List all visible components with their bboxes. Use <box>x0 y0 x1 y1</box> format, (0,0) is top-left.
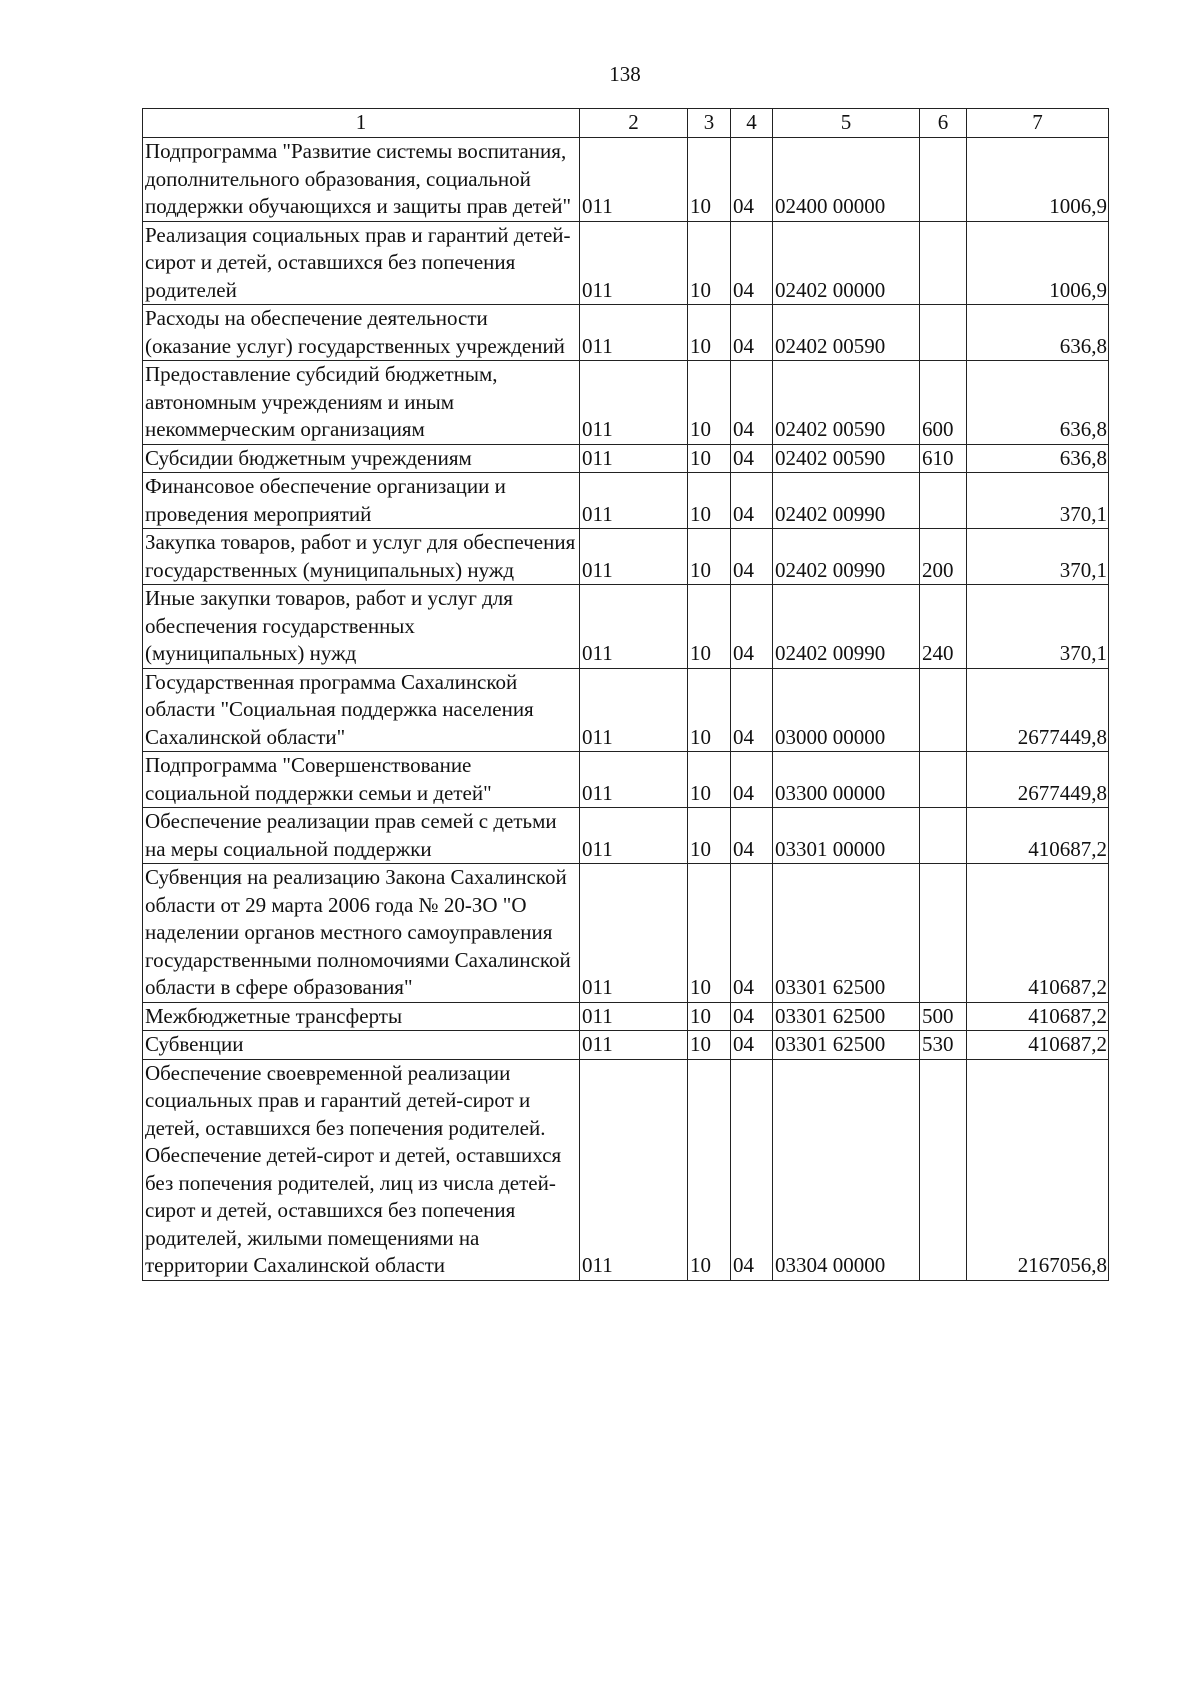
row-target-article: 02402 00990 <box>773 585 920 669</box>
header-row <box>143 109 1109 138</box>
row-code-grbs: 011 <box>580 138 688 222</box>
table-row <box>143 305 1109 361</box>
table-row <box>143 473 1109 529</box>
row-section: 10 <box>688 864 731 1003</box>
row-target-article: 03301 00000 <box>773 808 920 864</box>
row-expense-type: 530 <box>920 1031 967 1060</box>
table-row <box>143 585 1109 669</box>
row-amount: 2167056,8 <box>967 1059 1109 1280</box>
row-expense-type: 500 <box>920 1002 967 1031</box>
row-expense-type <box>920 808 967 864</box>
row-amount: 636,8 <box>967 305 1109 361</box>
row-description: Предоставление субсидий бюджетным, автономным учреждениям и иным некоммерческим организациям <box>143 361 580 445</box>
row-target-article: 03300 00000 <box>773 752 920 808</box>
row-target-article: 02402 00590 <box>773 444 920 473</box>
row-section: 10 <box>688 1002 731 1031</box>
row-section: 10 <box>688 221 731 305</box>
row-subsection: 04 <box>731 668 773 752</box>
row-subsection: 04 <box>731 1059 773 1280</box>
row-expense-type <box>920 138 967 222</box>
row-expense-type: 610 <box>920 444 967 473</box>
row-target-article: 02402 00990 <box>773 529 920 585</box>
row-code-grbs: 011 <box>580 1059 688 1280</box>
row-expense-type <box>920 473 967 529</box>
row-code-grbs: 011 <box>580 305 688 361</box>
row-section: 10 <box>688 1031 731 1060</box>
budget-table <box>142 108 1109 1281</box>
row-expense-type <box>920 668 967 752</box>
row-subsection: 04 <box>731 305 773 361</box>
row-code-grbs: 011 <box>580 1031 688 1060</box>
row-description: Финансовое обеспечение организации и проведения мероприятий <box>143 473 580 529</box>
row-target-article: 02402 00590 <box>773 305 920 361</box>
table-row <box>143 808 1109 864</box>
row-subsection: 04 <box>731 361 773 445</box>
row-description: Субвенция на реализацию Закона Сахалинской области от 29 марта 2006 года № 20-ЗО "О наделении органов местного самоуправления государственными полномочиями Сахалинской области в сфере образования" <box>143 864 580 1003</box>
table-row <box>143 1059 1109 1280</box>
column-header-7: 7 <box>967 109 1109 138</box>
row-section: 10 <box>688 668 731 752</box>
row-amount: 370,1 <box>967 585 1109 669</box>
row-amount: 2677449,8 <box>967 752 1109 808</box>
row-code-grbs: 011 <box>580 668 688 752</box>
row-code-grbs: 011 <box>580 221 688 305</box>
row-description: Субвенции <box>143 1031 580 1060</box>
column-header-5: 5 <box>773 109 920 138</box>
column-header-2: 2 <box>580 109 688 138</box>
row-subsection: 04 <box>731 585 773 669</box>
row-section: 10 <box>688 361 731 445</box>
row-section: 10 <box>688 444 731 473</box>
row-target-article: 03301 62500 <box>773 1002 920 1031</box>
table-row <box>143 138 1109 222</box>
row-amount: 410687,2 <box>967 864 1109 1003</box>
row-expense-type <box>920 1059 967 1280</box>
row-subsection: 04 <box>731 221 773 305</box>
row-target-article: 03000 00000 <box>773 668 920 752</box>
row-amount: 410687,2 <box>967 1031 1109 1060</box>
table-row <box>143 1002 1109 1031</box>
column-header-4: 4 <box>731 109 773 138</box>
row-description: Межбюджетные трансферты <box>143 1002 580 1031</box>
row-expense-type <box>920 221 967 305</box>
table-row <box>143 752 1109 808</box>
row-section: 10 <box>688 473 731 529</box>
row-amount: 636,8 <box>967 444 1109 473</box>
row-expense-type: 240 <box>920 585 967 669</box>
row-target-article: 02402 00590 <box>773 361 920 445</box>
row-code-grbs: 011 <box>580 585 688 669</box>
table-row <box>143 1031 1109 1060</box>
row-amount: 1006,9 <box>967 221 1109 305</box>
row-description: Обеспечение своевременной реализации социальных прав и гарантий детей-сирот и детей, оставшихся без попечения родителей. Обеспечение детей-сирот и детей, оставшихся без попечения родителей, лиц из числа детей-сирот и детей, оставшихся без попечения родителей, жилыми помещениями на территории Сахалинской области <box>143 1059 580 1280</box>
row-section: 10 <box>688 585 731 669</box>
table-row <box>143 864 1109 1003</box>
column-header-3: 3 <box>688 109 731 138</box>
row-description: Иные закупки товаров, работ и услуг для обеспечения государственных (муниципальных) нужд <box>143 585 580 669</box>
table-row <box>143 529 1109 585</box>
row-target-article: 02400 00000 <box>773 138 920 222</box>
row-description: Расходы на обеспечение деятельности (оказание услуг) государственных учреждений <box>143 305 580 361</box>
row-description: Реализация социальных прав и гарантий детей-сирот и детей, оставшихся без попечения родителей <box>143 221 580 305</box>
row-code-grbs: 011 <box>580 444 688 473</box>
row-description: Закупка товаров, работ и услуг для обеспечения государственных (муниципальных) нужд <box>143 529 580 585</box>
row-subsection: 04 <box>731 864 773 1003</box>
row-target-article: 03304 00000 <box>773 1059 920 1280</box>
row-section: 10 <box>688 808 731 864</box>
row-amount: 370,1 <box>967 473 1109 529</box>
row-target-article: 03301 62500 <box>773 864 920 1003</box>
row-subsection: 04 <box>731 444 773 473</box>
row-subsection: 04 <box>731 473 773 529</box>
row-code-grbs: 011 <box>580 808 688 864</box>
table-body <box>143 138 1109 1281</box>
column-header-1: 1 <box>143 109 580 138</box>
row-expense-type: 200 <box>920 529 967 585</box>
row-expense-type <box>920 305 967 361</box>
table-row <box>143 361 1109 445</box>
row-description: Субсидии бюджетным учреждениям <box>143 444 580 473</box>
row-section: 10 <box>688 529 731 585</box>
row-description: Подпрограмма "Совершенствование социальной поддержки семьи и детей" <box>143 752 580 808</box>
row-amount: 410687,2 <box>967 1002 1109 1031</box>
row-expense-type <box>920 752 967 808</box>
row-code-grbs: 011 <box>580 752 688 808</box>
row-section: 10 <box>688 752 731 808</box>
column-header-6: 6 <box>920 109 967 138</box>
row-amount: 370,1 <box>967 529 1109 585</box>
row-expense-type <box>920 864 967 1003</box>
row-description: Обеспечение реализации прав семей с детьми на меры социальной поддержки <box>143 808 580 864</box>
row-subsection: 04 <box>731 1031 773 1060</box>
row-subsection: 04 <box>731 1002 773 1031</box>
row-code-grbs: 011 <box>580 361 688 445</box>
row-target-article: 03301 62500 <box>773 1031 920 1060</box>
table-row <box>143 668 1109 752</box>
row-amount: 636,8 <box>967 361 1109 445</box>
row-code-grbs: 011 <box>580 473 688 529</box>
row-target-article: 02402 00990 <box>773 473 920 529</box>
row-amount: 410687,2 <box>967 808 1109 864</box>
row-expense-type: 600 <box>920 361 967 445</box>
row-amount: 2677449,8 <box>967 668 1109 752</box>
row-code-grbs: 011 <box>580 1002 688 1031</box>
row-description: Государственная программа Сахалинской области "Социальная поддержка населения Сахалинской области" <box>143 668 580 752</box>
table-row <box>143 444 1109 473</box>
row-subsection: 04 <box>731 752 773 808</box>
row-target-article: 02402 00000 <box>773 221 920 305</box>
row-subsection: 04 <box>731 808 773 864</box>
page-number: 138 <box>609 62 641 86</box>
row-amount: 1006,9 <box>967 138 1109 222</box>
table-row <box>143 221 1109 305</box>
row-code-grbs: 011 <box>580 864 688 1003</box>
row-section: 10 <box>688 1059 731 1280</box>
row-section: 10 <box>688 138 731 222</box>
row-subsection: 04 <box>731 529 773 585</box>
table-header <box>143 109 1109 138</box>
row-description: Подпрограмма "Развитие системы воспитания, дополнительного образования, социальной поддержки обучающихся и защиты прав детей" <box>143 138 580 222</box>
row-subsection: 04 <box>731 138 773 222</box>
row-code-grbs: 011 <box>580 529 688 585</box>
row-section: 10 <box>688 305 731 361</box>
